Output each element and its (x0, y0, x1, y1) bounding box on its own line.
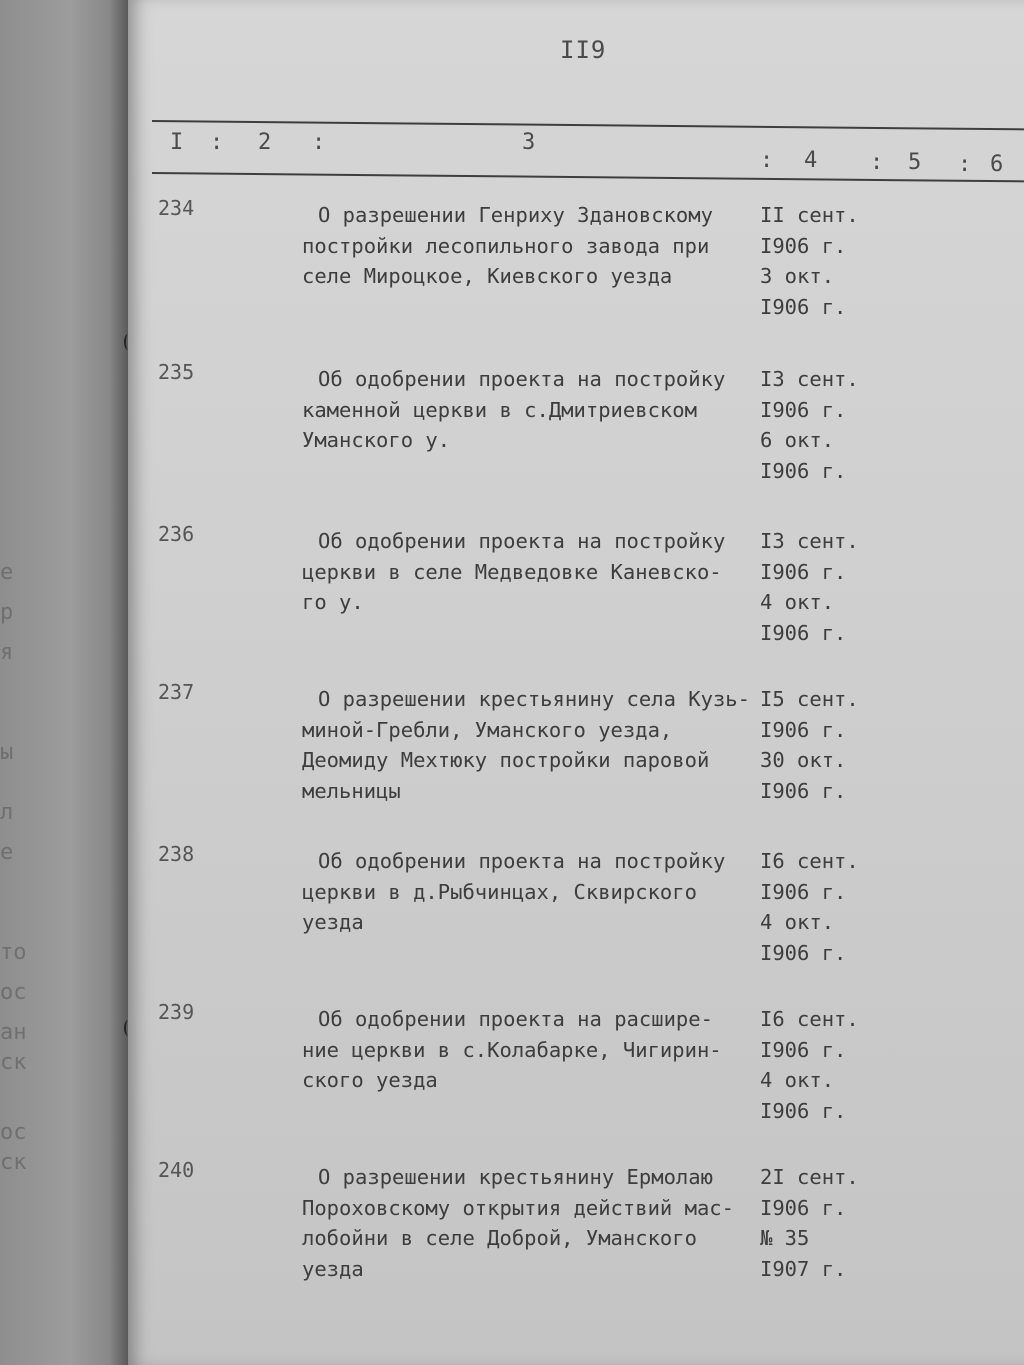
ghost-text: ы (0, 740, 14, 765)
entry-number: 235 (158, 360, 195, 384)
entry-number: 236 (158, 522, 195, 546)
entry-dates (760, 200, 910, 322)
column-header-1: I (170, 130, 184, 155)
ghost-text: е (0, 560, 14, 585)
entry-dates (760, 684, 910, 806)
date-line: № 35 (760, 1226, 810, 1250)
date-line: 30 окт. (760, 748, 847, 772)
description-line: лобойни в селе Доброй, Уманского (302, 1226, 697, 1250)
description-line: мельницы (302, 778, 401, 803)
date-line: 4 окт. (760, 590, 835, 614)
entry-dates (760, 846, 910, 968)
entry-dates (760, 526, 910, 648)
description-line: Об одобрении проекта на постройку (318, 529, 726, 553)
table-header-top-rule (152, 120, 1024, 130)
column-header-2: 2 (258, 130, 272, 155)
date-line: I906 г. (760, 620, 847, 645)
date-line: I906 г. (760, 559, 847, 584)
description-line: Об одобрении проекта на постройку (318, 367, 726, 391)
entry-dates (760, 364, 910, 486)
date-line: II сент. (760, 203, 859, 227)
entry-description (302, 846, 742, 938)
column-header-3: 3 (522, 130, 536, 155)
date-line: 2I сент. (760, 1165, 859, 1189)
entry-number: 234 (158, 196, 195, 220)
ghost-text: ос (0, 980, 27, 1005)
date-line: I3 сент. (760, 529, 859, 553)
description-line: Уманского у. (302, 428, 451, 452)
page-number: II9 (560, 36, 607, 64)
column-header-4: 4 (804, 148, 818, 173)
description-line: О разрешении крестьянину Ермолаю (318, 1165, 713, 1189)
date-line: I906 г. (760, 879, 847, 904)
description-line: уезда (302, 1256, 364, 1281)
ghost-text: л (0, 800, 14, 825)
date-line: I906 г. (760, 1195, 847, 1220)
description-line: О разрешении Генриху Здановскому (318, 203, 713, 227)
description-line: го у. (302, 590, 364, 614)
date-line: I906 г. (760, 397, 847, 422)
description-line: церкви в д.Рыбчинцах, Сквирского (302, 879, 697, 904)
ghost-text: я (0, 640, 14, 665)
date-line: I5 сент. (760, 687, 859, 711)
date-line: I906 г. (760, 778, 847, 803)
ghost-text: ск (0, 1050, 27, 1075)
ghost-text: то (0, 940, 27, 965)
date-line: I906 г. (760, 1098, 847, 1123)
date-line: I906 г. (760, 940, 847, 965)
ghost-text: ск (0, 1150, 27, 1175)
entry-dates (760, 1004, 910, 1126)
entry-number: 238 (158, 842, 195, 866)
column-separator: : (210, 130, 224, 155)
date-line: I6 сент. (760, 1007, 859, 1031)
date-line: I906 г. (760, 458, 847, 483)
ghost-text: е (0, 840, 14, 865)
date-line: I906 г. (760, 717, 847, 742)
date-line: I6 сент. (760, 849, 859, 873)
description-line: церкви в селе Медведовке Каневско- (302, 559, 722, 584)
entry-description (302, 1162, 742, 1284)
column-header-5: 5 (908, 150, 922, 175)
entry-dates (760, 1162, 910, 1284)
description-line: каменной церкви в с.Дмитриевском (302, 397, 697, 422)
description-line: уезда (302, 910, 364, 934)
entry-number: 240 (158, 1158, 195, 1182)
date-line: I907 г. (760, 1256, 847, 1281)
date-line: I906 г. (760, 1037, 847, 1062)
date-line: 3 окт. (760, 264, 835, 288)
description-line: Об одобрении проекта на постройку (318, 849, 726, 873)
date-line: 4 окт. (760, 910, 835, 934)
description-line: постройки лесопильного завода при (302, 233, 710, 258)
description-line: Пороховскому открытия действий мас- (302, 1195, 734, 1220)
column-separator: : (958, 152, 972, 177)
entry-number: 237 (158, 680, 195, 704)
document-page (128, 0, 1024, 1365)
entry-description (302, 526, 742, 618)
description-line: селе Мироцкое, Киевского уезда (302, 264, 673, 288)
column-separator: : (312, 130, 326, 155)
date-line: I906 г. (760, 233, 847, 258)
table-header-bottom-rule (152, 172, 1024, 182)
ghost-text: ан (0, 1020, 27, 1045)
description-line: О разрешении крестьянину села Кузь- (318, 687, 750, 711)
column-separator: : (870, 150, 884, 175)
description-line: ского уезда (302, 1068, 438, 1092)
entry-description (302, 684, 750, 806)
entry-number: 239 (158, 1000, 195, 1024)
entry-description (302, 1004, 742, 1096)
date-line: I906 г. (760, 294, 847, 319)
date-line: 4 окт. (760, 1068, 835, 1092)
column-separator: : (760, 148, 774, 173)
date-line: I3 сент. (760, 367, 859, 391)
description-line: Деомиду Мехтюку постройки паровой (302, 748, 710, 772)
description-line: Об одобрении проекта на расшире- (318, 1007, 713, 1031)
description-line: миной-Гребли, Уманского уезда, (302, 717, 673, 742)
column-header-6: 6 (990, 152, 1004, 177)
ghost-text: р (0, 600, 14, 625)
description-line: ние церкви в с.Колабарке, Чигирин- (302, 1037, 722, 1062)
left-page-edge (0, 0, 128, 1365)
entry-description (302, 200, 742, 292)
date-line: 6 окт. (760, 428, 835, 452)
entry-description (302, 364, 742, 456)
ghost-text: ос (0, 1120, 27, 1145)
